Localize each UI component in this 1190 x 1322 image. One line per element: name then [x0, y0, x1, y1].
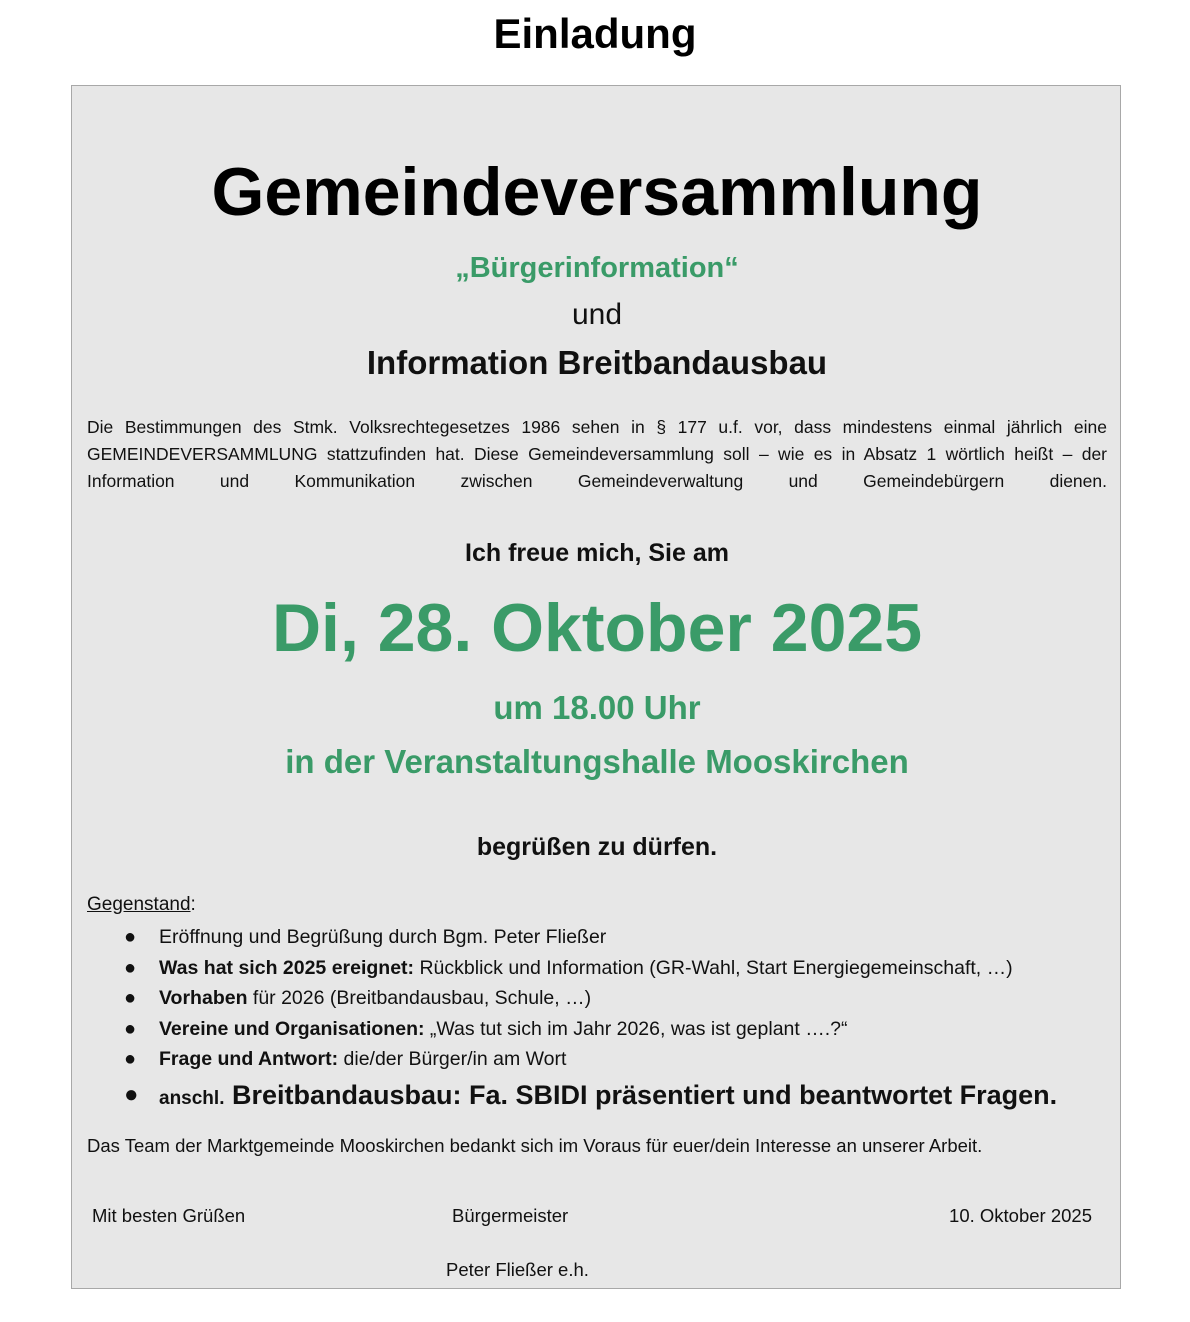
event-date: Di, 28. Oktober 2025 [271, 590, 923, 666]
agenda-label-colon: : [190, 894, 196, 915]
agenda-item-text: „Was tut sich im Jahr 2026, was ist geplant ….?“ [424, 1017, 848, 1040]
agenda-item-bold: Frage und Antwort: [159, 1048, 339, 1070]
intro-paragraph: Die Bestimmungen des Stmk. Volksrechtegesetzes 1986 sehen in § 177 u.f. vor, dass mindestens einmal jährlich eine GEMEINDEVERSAMMLUNG stattzufinden hat. Diese Gemeindeversammlung soll – wie es in Absatz 1 wörtlich heißt – der Information und Kommunikation zwischen Gemeindeverwaltung und Gemeindebürgern dienen. [87, 417, 1107, 491]
event-time: um 18.00 Uhr [493, 689, 701, 726]
agenda-item-text: Rückblick und Information (GR-Wahl, Start Energiegemeinschaft, …) [414, 956, 1013, 979]
notice-subheading: „Bürgerinformation“ [455, 252, 739, 284]
agenda-item-text: Breitbandausbau: Fa. SBIDI präsentiert und beantwortet Fragen. [224, 1079, 1058, 1110]
agenda-label-text: Gegenstand [87, 894, 191, 915]
signed-date: 10. Oktober 2025 [949, 1205, 1092, 1226]
agenda-list [124, 922, 1114, 1119]
agenda-label [87, 892, 196, 918]
event-location: in der Veranstaltungshalle Mooskirchen [285, 743, 909, 780]
agenda-item-bold: Vereine und Organisationen: [159, 1017, 425, 1040]
agenda-item-bold: Vorhaben [159, 987, 248, 1009]
notice-heading-broadband: Information Breitbandausbau [366, 344, 828, 381]
signer-role: Bürgermeister [452, 1205, 569, 1226]
bullet-icon: ● [124, 926, 137, 948]
agenda-item-text: Eröffnung und Begrüßung durch Bgm. Peter Fließer [159, 926, 607, 948]
agenda-item-bold: Was hat sich 2025 ereignet: [159, 956, 415, 979]
bullet-icon: ● [124, 1080, 139, 1108]
agenda-item-prefix: anschl. [159, 1087, 225, 1109]
agenda-item-broadband [124, 1075, 1114, 1119]
agenda-item [124, 1044, 1114, 1075]
bullet-icon: ● [124, 956, 137, 979]
agenda-item [124, 922, 1114, 953]
thanks-text: Das Team der Marktgemeinde Mooskirchen bedankt sich im Voraus für euer/dein Interesse an unserer Arbeit. [87, 1135, 983, 1156]
bullet-icon: ● [124, 1017, 137, 1040]
agenda-item [124, 953, 1114, 984]
notice-connector: und [571, 298, 623, 331]
bullet-icon: ● [124, 987, 137, 1009]
agenda-item-text: für 2026 (Breitbandausbau, Schule, …) [247, 987, 592, 1009]
closing-text: Mit besten Grüßen [92, 1205, 246, 1226]
signer-name: Peter Fließer e.h. [446, 1259, 589, 1280]
invite-end: begrüßen zu dürfen. [476, 833, 718, 861]
bullet-icon: ● [124, 1048, 137, 1070]
notice-heading: Gemeindeversammlung [211, 154, 983, 230]
agenda-item [124, 1014, 1114, 1045]
notice-panel [71, 85, 1121, 1289]
agenda-item-text: die/der Bürger/in am Wort [338, 1048, 567, 1070]
agenda-item [124, 983, 1114, 1014]
page-title: Einladung [493, 10, 697, 57]
invite-start: Ich freue mich, Sie am [465, 539, 729, 567]
